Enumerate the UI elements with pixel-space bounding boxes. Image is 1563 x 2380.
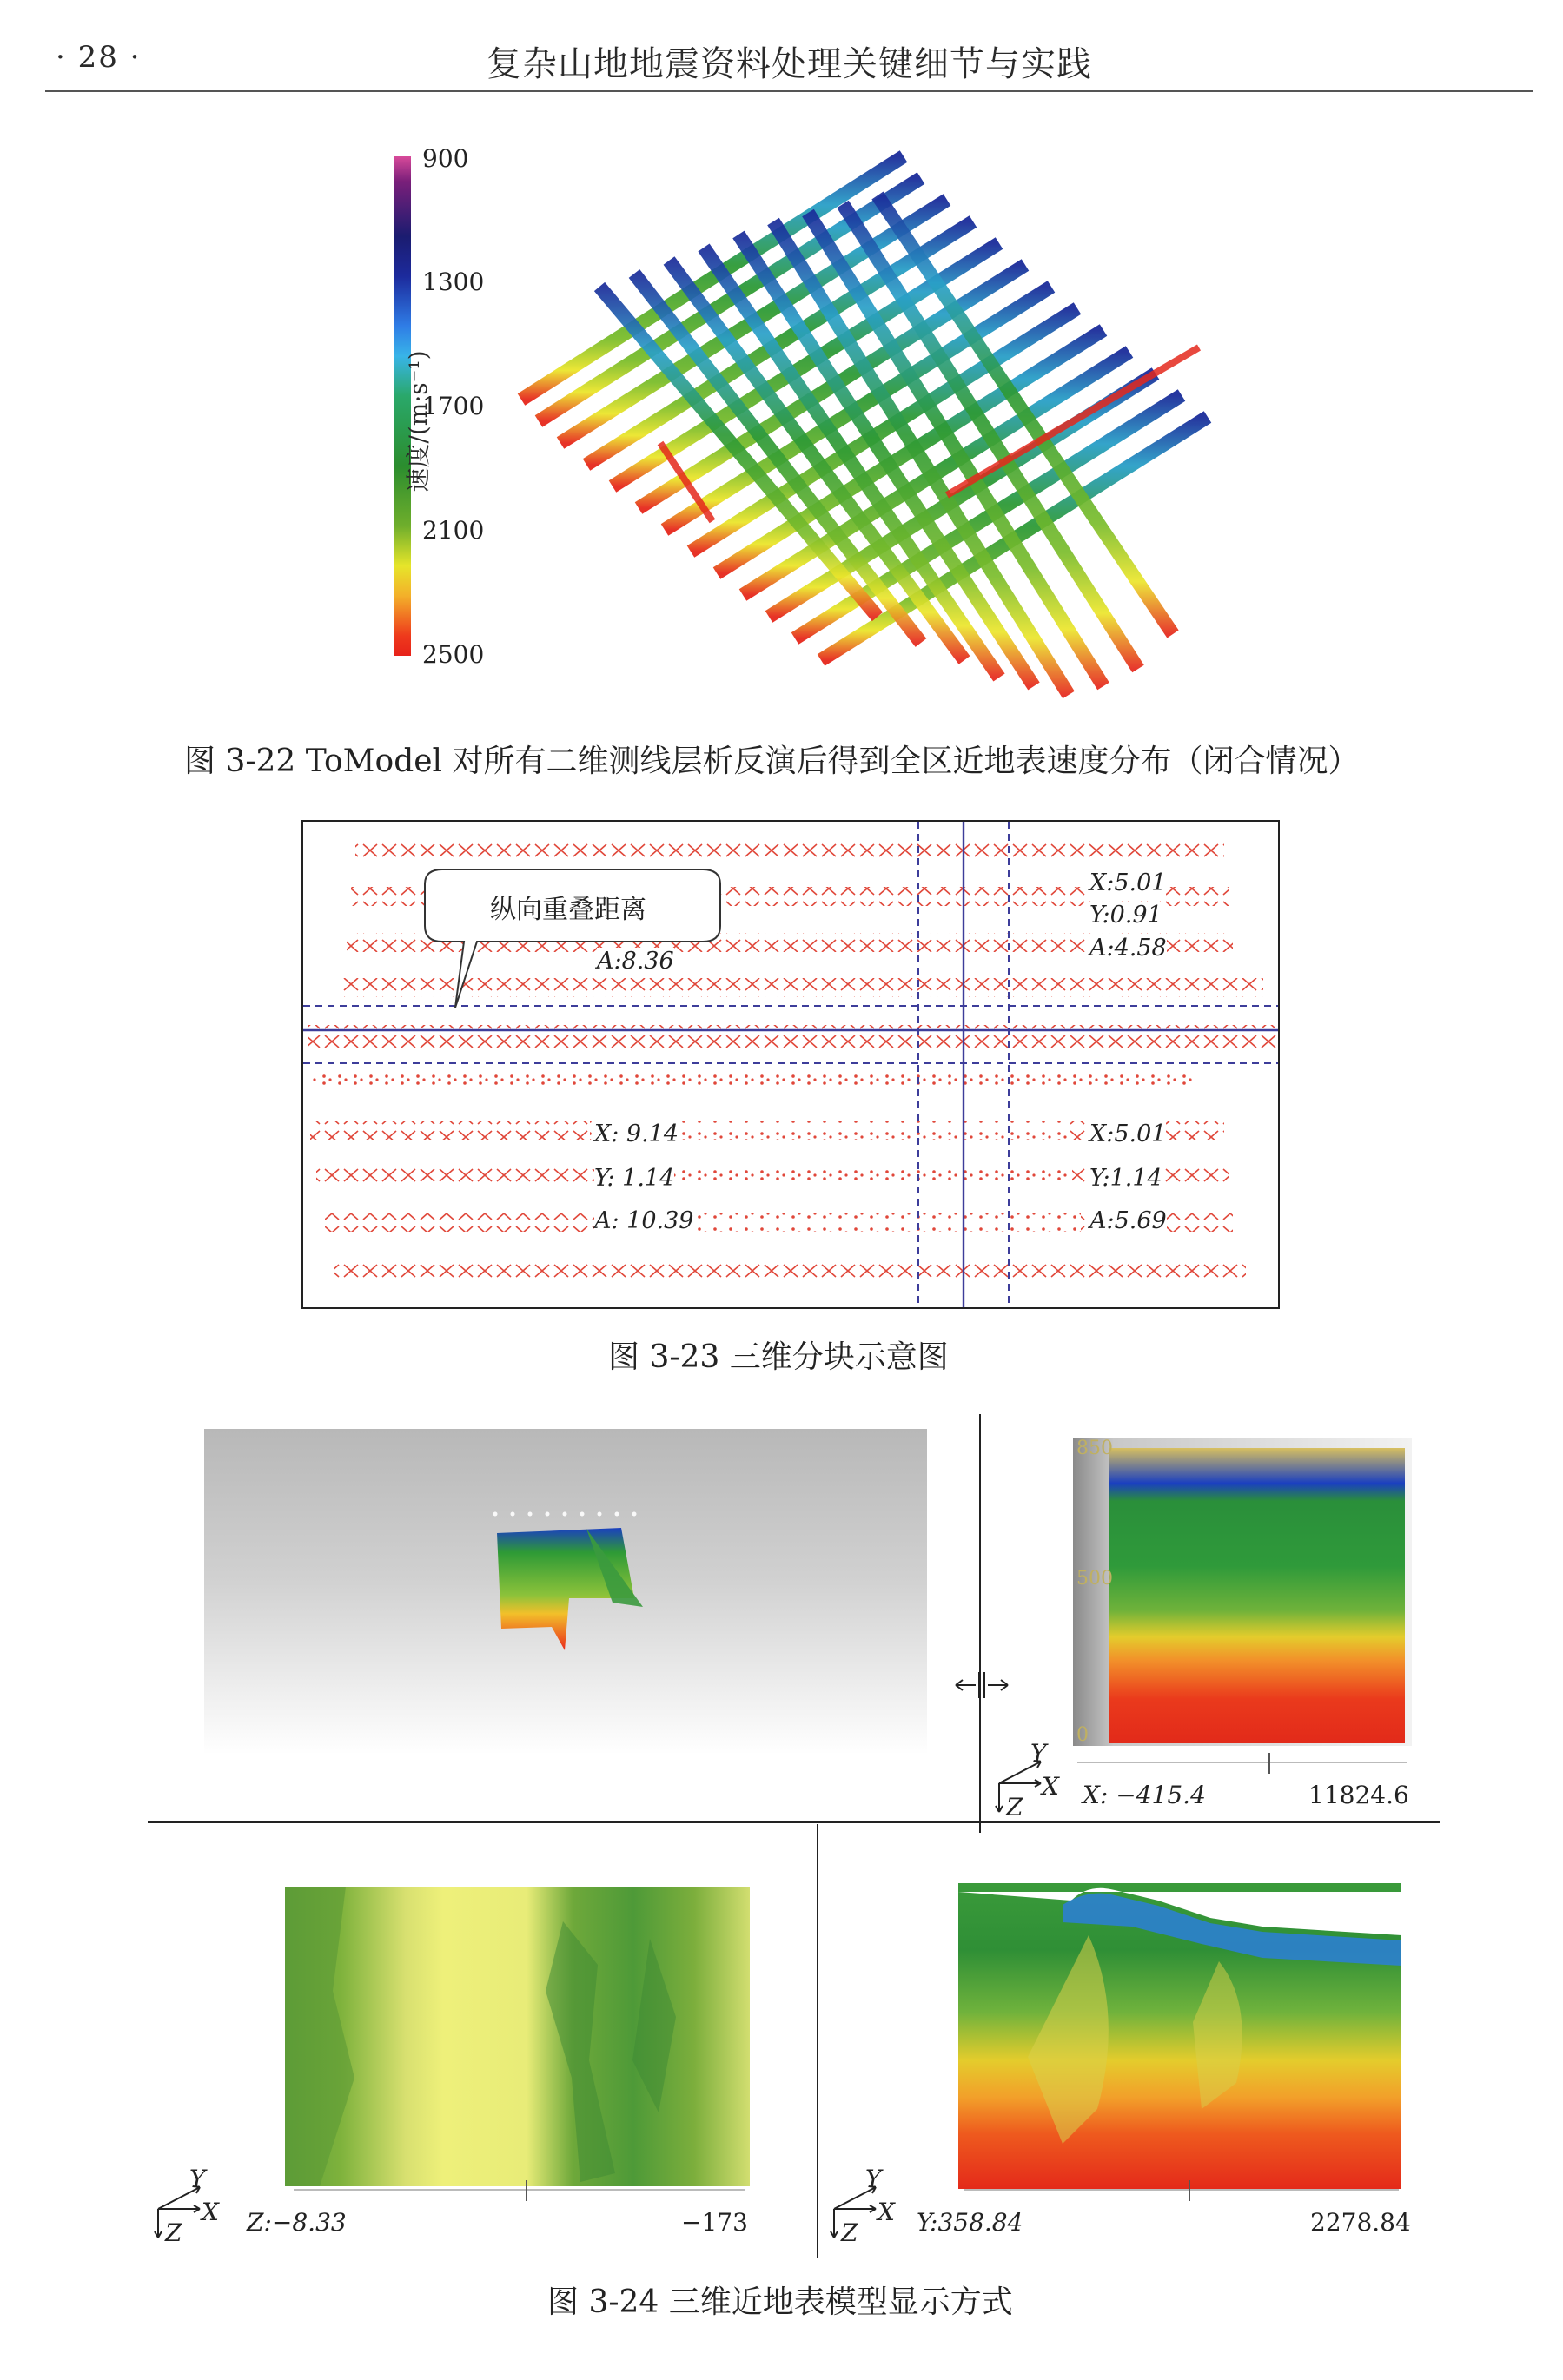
annotation-br-y: Y:1.14 — [1089, 1165, 1162, 1192]
axis-z-right: Z — [841, 2218, 858, 2247]
range-slider-z[interactable] — [526, 2180, 527, 2201]
figure-3-24 — [0, 1407, 1563, 2345]
range-slider-y[interactable] — [1189, 2180, 1190, 2201]
axis-y-left: Y — [189, 2165, 206, 2193]
y-section-view — [958, 1883, 1401, 2189]
divider-horizontal — [148, 1821, 1440, 1823]
annotation-br-x: X:5.01 — [1089, 1121, 1167, 1147]
figure-3-22 — [0, 0, 1563, 782]
perspective-3d-view — [204, 1429, 927, 1755]
range-bar-y — [964, 2189, 1399, 2191]
annotation-tr-a: A:4.58 — [1089, 935, 1167, 962]
range-label-z: Z:−8.33 — [247, 2208, 347, 2237]
annotation-br-a: A:5.69 — [1089, 1207, 1167, 1234]
axis-y-top: Y — [1030, 1739, 1047, 1768]
x-section-view — [1073, 1438, 1412, 1746]
axis-x-right: X — [878, 2198, 895, 2226]
colorbar-tick-2100: 2100 — [422, 516, 485, 545]
range-bar-z — [294, 2189, 745, 2191]
colorbar-tick-1700: 1700 — [422, 392, 485, 420]
y-section-texture — [958, 1883, 1401, 2189]
resize-handle-icon[interactable] — [951, 1668, 1021, 1702]
axis-z-top: Z — [1006, 1793, 1023, 1821]
z-slice-texture — [285, 1887, 750, 2186]
range-label-x: X: −415.4 — [1083, 1781, 1206, 1809]
depth-tick-bottom: 0 — [1076, 1724, 1089, 1746]
caption-3-22: 图 3-22 ToModel 对所有二维测线层析反演后得到全区近地表速度分布（闭合情况） — [184, 744, 1360, 779]
annotation-tr-x: X:5.01 — [1089, 869, 1167, 896]
figure-3-23 — [301, 820, 1280, 1309]
x-section-image — [1109, 1448, 1405, 1743]
depth-tick-mid: 500 — [1076, 1568, 1113, 1590]
caption-3-23: 图 3-23 三维分块示意图 — [608, 1339, 949, 1375]
colorbar-tick-900: 900 — [422, 144, 469, 173]
caption-3-24: 图 3-24 三维近地表模型显示方式 — [547, 2284, 1013, 2320]
range-end-y: 2278.84 — [1310, 2208, 1411, 2237]
axis-z-left: Z — [165, 2218, 182, 2247]
depth-tick-top: 850 — [1076, 1438, 1113, 1459]
axis-x-left: X — [202, 2198, 219, 2226]
range-end-x: 11824.6 — [1308, 1781, 1409, 1809]
range-bar-x — [1077, 1762, 1407, 1763]
callout-label: 纵向重叠距离 — [490, 895, 646, 925]
annotation-A-overlap: A:8.36 — [597, 948, 674, 975]
range-label-y: Y:358.84 — [917, 2208, 1023, 2237]
axis-x-top: X — [1042, 1772, 1059, 1801]
z-slice-view — [285, 1887, 750, 2186]
running-title: 复杂山地地震资料处理关键细节与实践 — [487, 44, 1092, 84]
colorbar-tick-1300: 1300 — [422, 268, 485, 296]
page-number: · 28 · — [56, 40, 142, 75]
annotation-tr-y: Y:0.91 — [1089, 902, 1162, 929]
colorbar-label: 速度/(m·s⁻¹) — [404, 350, 433, 493]
model-cube — [204, 1429, 927, 1755]
divider-vertical-top — [979, 1414, 981, 1833]
velocity-fence-diagram — [513, 130, 1242, 721]
axis-y-right: Y — [865, 2165, 882, 2193]
range-end-z: −173 — [681, 2208, 748, 2237]
divider-vertical-bottom — [817, 1824, 818, 2258]
annotation-bl-a: A: 10.39 — [594, 1207, 694, 1234]
annotation-bl-x: X: 9.14 — [594, 1121, 679, 1147]
range-slider-x[interactable] — [1268, 1753, 1270, 1774]
colorbar-tick-2500: 2500 — [422, 640, 485, 669]
annotation-bl-y: Y: 1.14 — [594, 1165, 675, 1192]
